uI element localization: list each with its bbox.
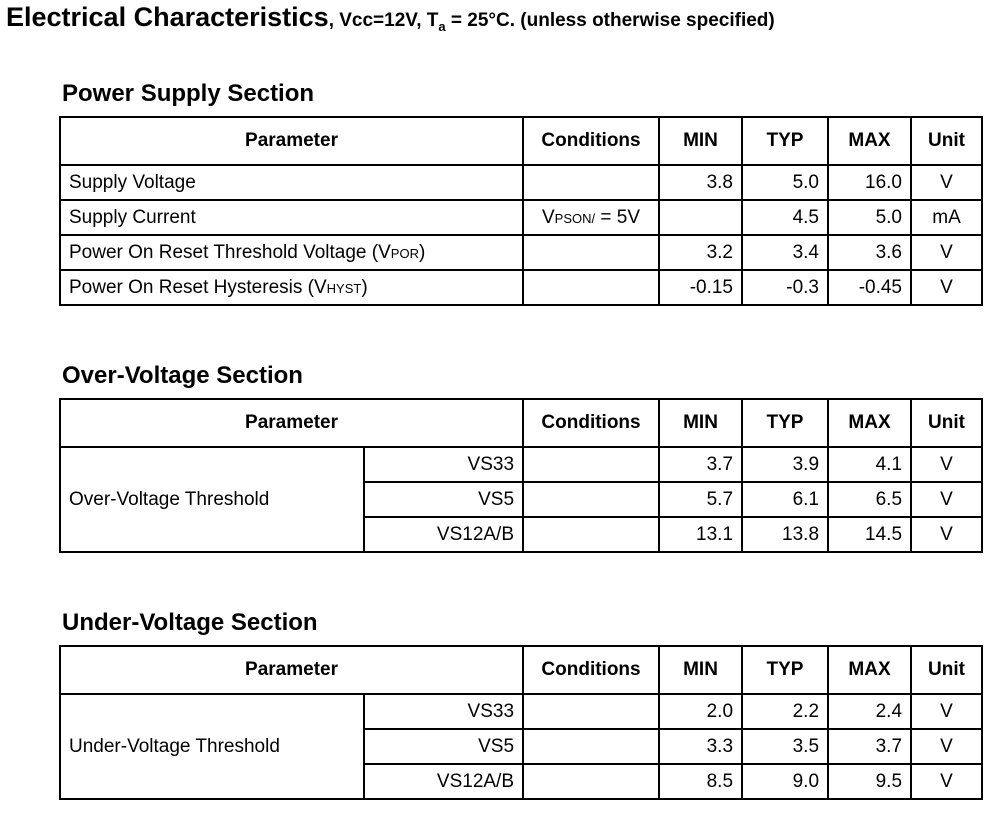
min-cell: 8.5 [659,764,742,799]
unit-cell: V [911,694,982,729]
conditions-cell [523,165,659,200]
typ-cell: 3.4 [742,235,828,270]
typ-cell: 5.0 [742,165,828,200]
typ-cell: -0.3 [742,270,828,305]
rail-cell: VS5 [364,729,523,764]
max-cell: 4.1 [828,447,911,482]
header-max: MAX [828,646,911,694]
min-cell: 3.7 [659,447,742,482]
table-row [60,235,982,270]
max-cell: 3.7 [828,729,911,764]
table-header-row [60,117,982,165]
conditions-cell [523,270,659,305]
unit-cell: V [911,447,982,482]
min-cell [659,200,742,235]
max-cell: 2.4 [828,694,911,729]
header-conditions: Conditions [523,399,659,447]
conditions-cell [523,694,659,729]
typ-cell: 13.8 [742,517,828,552]
min-cell: 3.2 [659,235,742,270]
header-typ: TYP [742,646,828,694]
header-min: MIN [659,399,742,447]
max-cell: 3.6 [828,235,911,270]
conditions-cell [523,517,659,552]
title-conditions-sub: a [438,18,446,34]
table-header-row [60,399,982,447]
conditions-cell [523,447,659,482]
typ-cell: 3.9 [742,447,828,482]
conditions-cell [523,200,659,235]
under-voltage-table [59,645,983,800]
unit-cell: V [911,482,982,517]
max-cell: 14.5 [828,517,911,552]
param-suffix: ) [418,241,426,263]
conditions-cell [523,482,659,517]
header-conditions: Conditions [523,117,659,165]
cond-sub: PSON/ [554,210,596,226]
unit-cell: V [911,764,982,799]
page-title [6,2,775,34]
header-max: MAX [828,399,911,447]
title-text: Electrical Characteristics [6,2,329,32]
param-cell: Supply Current [60,200,523,235]
min-cell: 3.3 [659,729,742,764]
param-sub: HYST [326,280,362,296]
conditions-cell [523,235,659,270]
title-conditions-suffix: = 25°C. (unless otherwise specified) [445,10,775,31]
over-voltage-table [59,398,983,553]
power-supply-table [59,116,983,306]
cond-prefix: V [541,206,555,228]
title-conditions-prefix: , Vcc=12V, T [328,10,439,31]
max-cell: 5.0 [828,200,911,235]
header-min: MIN [659,117,742,165]
min-cell: 3.8 [659,165,742,200]
table-row [60,200,982,235]
typ-cell: 3.5 [742,729,828,764]
param-prefix: Power On Reset Threshold Voltage (V [69,241,391,263]
header-conditions: Conditions [523,646,659,694]
param-cell [60,270,523,305]
table-row [60,165,982,200]
rail-cell: VS33 [364,694,523,729]
title-conditions [328,10,775,34]
header-parameter: Parameter [60,117,523,165]
unit-cell: mA [911,200,982,235]
power-supply-section-title: Power Supply Section [62,80,315,107]
min-cell: 2.0 [659,694,742,729]
conditions-cell [523,729,659,764]
min-cell: -0.15 [659,270,742,305]
rail-cell: VS12A/B [364,764,523,799]
under-voltage-section-title: Under-Voltage Section [62,609,318,636]
unit-cell: V [911,517,982,552]
typ-cell: 9.0 [742,764,828,799]
unit-cell: V [911,729,982,764]
min-cell: 5.7 [659,482,742,517]
param-prefix: Power On Reset Hysteresis (V [69,276,327,298]
min-cell: 13.1 [659,517,742,552]
unit-cell: V [911,235,982,270]
header-unit: Unit [911,646,982,694]
header-parameter: Parameter [60,399,523,447]
cond-suffix: = 5V [595,206,641,228]
group-label-cell: Over-Voltage Threshold [60,447,364,552]
header-max: MAX [828,117,911,165]
table-header-row [60,646,982,694]
max-cell: 16.0 [828,165,911,200]
param-cell [60,235,523,270]
table-row [60,447,982,482]
typ-cell: 4.5 [742,200,828,235]
over-voltage-section-title: Over-Voltage Section [62,362,303,389]
max-cell: -0.45 [828,270,911,305]
rail-cell: VS12A/B [364,517,523,552]
header-typ: TYP [742,117,828,165]
conditions-cell [523,764,659,799]
header-typ: TYP [742,399,828,447]
param-suffix: ) [361,276,368,298]
rail-cell: VS5 [364,482,523,517]
typ-cell: 2.2 [742,694,828,729]
max-cell: 6.5 [828,482,911,517]
max-cell: 9.5 [828,764,911,799]
header-parameter: Parameter [60,646,523,694]
param-cell: Supply Voltage [60,165,523,200]
group-label-cell: Under-Voltage Threshold [60,694,364,799]
typ-cell: 6.1 [742,482,828,517]
header-min: MIN [659,646,742,694]
param-sub: POR [390,245,419,261]
unit-cell: V [911,165,982,200]
header-unit: Unit [911,399,982,447]
unit-cell: V [911,270,982,305]
rail-cell: VS33 [364,447,523,482]
header-unit: Unit [911,117,982,165]
table-row [60,270,982,305]
table-row [60,694,982,729]
